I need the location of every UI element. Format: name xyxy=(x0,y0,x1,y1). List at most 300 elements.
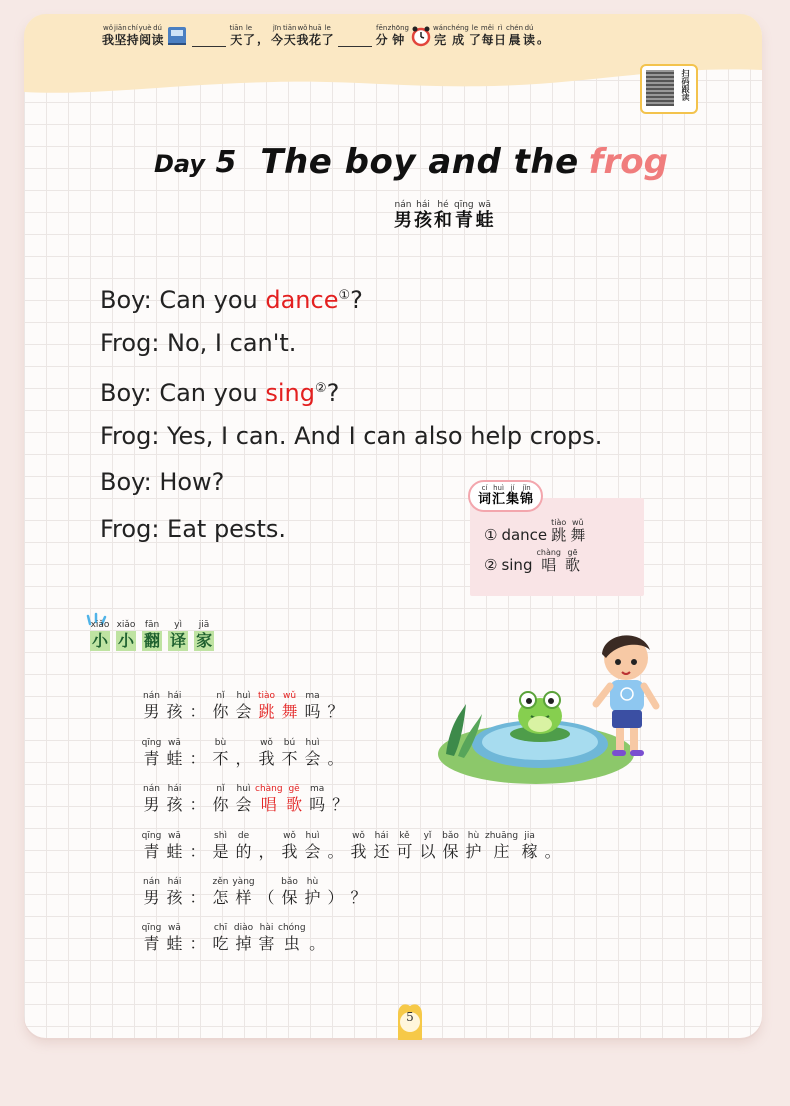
translator-title xyxy=(90,620,214,651)
pinyin: chàng xyxy=(536,548,561,557)
vocabulary-title xyxy=(468,480,543,512)
hanzi: 会 xyxy=(304,841,321,861)
hanzi: 样 xyxy=(235,887,252,907)
ruby-char xyxy=(454,200,474,231)
pinyin: nán xyxy=(143,691,160,702)
pinyin: yàng xyxy=(232,876,255,887)
ruby-char xyxy=(523,24,535,47)
hanzi: ？ xyxy=(332,795,349,815)
pinyin: bù xyxy=(214,737,227,748)
hanzi: 孩 xyxy=(166,702,183,722)
ruby-char xyxy=(194,620,214,651)
pinyin: bú xyxy=(283,737,296,748)
ruby-char xyxy=(209,737,232,769)
ruby-char xyxy=(494,24,506,47)
hanzi: 我 xyxy=(296,33,309,47)
pinyin: zěn xyxy=(212,876,229,887)
pinyin: huì xyxy=(236,784,251,795)
chinese-translation xyxy=(140,676,564,954)
ruby-char xyxy=(376,24,388,47)
ruby-char xyxy=(485,830,518,862)
hanzi: 不 xyxy=(281,748,298,768)
title-main: The boy and the xyxy=(260,142,579,182)
hanzi: 护 xyxy=(465,841,482,861)
pinyin: wā xyxy=(168,737,181,748)
hanzi: 青 xyxy=(143,748,160,768)
hanzi: ： xyxy=(189,702,206,722)
hanzi: 成 xyxy=(452,33,465,47)
hanzi: 。 xyxy=(309,934,326,954)
completed-text xyxy=(433,24,535,47)
hanzi: 了 xyxy=(321,33,334,47)
ruby-char xyxy=(140,783,163,815)
pinyin: hái xyxy=(167,876,182,887)
vocab-item xyxy=(484,518,585,544)
dialogue-note: ② xyxy=(314,381,327,397)
hanzi: 会 xyxy=(235,795,252,815)
vocabulary-box xyxy=(470,484,644,596)
ruby-char xyxy=(232,922,255,954)
hanzi: （ xyxy=(258,887,275,907)
ruby-char xyxy=(255,922,278,954)
hanzi: 还 xyxy=(373,841,390,861)
ruby-char xyxy=(278,922,306,954)
lesson-title xyxy=(154,142,668,182)
day-badge xyxy=(154,145,236,180)
pinyin: yuè xyxy=(138,24,152,32)
hanzi: 。 xyxy=(544,841,561,861)
pinyin: tiān xyxy=(229,24,243,32)
pinyin: hái xyxy=(167,784,182,795)
hanzi: 歌 xyxy=(286,795,303,815)
ruby-char xyxy=(283,24,296,47)
hanzi: 我 xyxy=(102,33,115,47)
pinyin: wā xyxy=(168,923,181,934)
ruby-char xyxy=(209,783,232,815)
pinyin: qīng xyxy=(141,830,162,841)
progress-prefix xyxy=(102,24,164,47)
hanzi: 今 xyxy=(271,33,284,47)
pinyin: hù xyxy=(306,876,319,887)
hanzi: ： xyxy=(189,934,206,954)
ruby-char xyxy=(209,922,232,954)
hanzi: 男 xyxy=(143,702,160,722)
vocab-item xyxy=(484,548,580,574)
ruby-char xyxy=(278,830,301,862)
ruby-char xyxy=(506,484,519,507)
hanzi: 以 xyxy=(419,841,436,861)
pinyin: de xyxy=(237,830,250,841)
pinyin: ma xyxy=(305,691,320,702)
ruby-char xyxy=(306,934,329,954)
translation-line xyxy=(140,769,564,815)
ruby-char xyxy=(139,24,152,47)
pinyin: nǐ xyxy=(216,784,225,795)
vocab-number: ② xyxy=(484,556,498,574)
hanzi: 小 xyxy=(118,631,135,650)
hanzi: 掉 xyxy=(235,934,252,954)
pinyin: nán xyxy=(143,784,160,795)
hanzi: ： xyxy=(189,795,206,815)
hanzi: 青 xyxy=(143,934,160,954)
hanzi: 读 xyxy=(523,33,536,47)
hanzi: 。 xyxy=(327,748,344,768)
pinyin: hái xyxy=(416,200,430,210)
hanzi: 了 xyxy=(242,33,255,47)
pinyin: dú xyxy=(524,24,534,32)
hanzi: 青 xyxy=(454,210,473,231)
hanzi: 虫 xyxy=(283,934,300,954)
period: 。 xyxy=(537,32,550,46)
hanzi: 不 xyxy=(212,748,229,768)
hanzi: 阅 xyxy=(139,33,152,47)
ruby-char xyxy=(152,24,164,47)
pinyin: huā xyxy=(308,24,322,32)
ruby-char xyxy=(163,922,186,954)
ruby-char xyxy=(186,749,209,769)
hanzi: ？ xyxy=(350,887,367,907)
hanzi: 锦 xyxy=(520,492,534,507)
ruby-char xyxy=(186,842,209,862)
ruby-char xyxy=(416,830,439,862)
ruby-char xyxy=(476,200,494,231)
pinyin: gē xyxy=(288,784,300,795)
ruby-char xyxy=(186,934,209,954)
scan-to-read-box[interactable] xyxy=(640,64,698,114)
pinyin: jiā xyxy=(198,620,210,630)
hanzi: 跳 xyxy=(551,526,567,544)
vocab-word: dance xyxy=(501,526,548,544)
hanzi: 舞 xyxy=(570,526,586,544)
pinyin: chàng xyxy=(255,784,283,795)
hanzi: 是 xyxy=(212,841,229,861)
ruby-char xyxy=(324,702,347,722)
hanzi: 集 xyxy=(506,492,520,507)
hanzi: ， xyxy=(258,841,275,861)
hanzi: 和 xyxy=(434,210,452,231)
pinyin: wǒ xyxy=(103,24,114,32)
ruby-char xyxy=(492,484,505,507)
hanzi: 译 xyxy=(170,631,187,650)
hanzi: 保 xyxy=(442,841,459,861)
ruby-char xyxy=(102,24,114,47)
ruby-char xyxy=(518,830,541,862)
ruby-char xyxy=(347,830,370,862)
ruby-char xyxy=(322,24,334,47)
ruby-char xyxy=(308,24,321,47)
pinyin: bǎo xyxy=(281,876,298,887)
hanzi: 读 xyxy=(151,33,164,47)
ruby-char xyxy=(232,690,255,722)
pinyin: ma xyxy=(309,784,325,795)
ruby-char xyxy=(209,690,232,722)
ruby-char xyxy=(255,783,283,815)
dialogue-line xyxy=(100,323,602,370)
hanzi: 蛙 xyxy=(166,748,183,768)
pinyin: zhōng xyxy=(387,24,409,32)
minutes-text xyxy=(376,24,409,47)
hanzi: 天 xyxy=(283,33,296,47)
ruby-char xyxy=(388,24,409,47)
pinyin: qīng xyxy=(141,923,162,934)
hanzi: 护 xyxy=(304,887,321,907)
ruby-char xyxy=(163,783,186,815)
dialogue-pre: Boy: Can you xyxy=(100,379,266,408)
pinyin: zhuāng xyxy=(485,830,519,841)
ruby-char xyxy=(232,783,255,815)
hanzi: 日 xyxy=(493,33,506,47)
pinyin: wǒ xyxy=(283,830,296,841)
hanzi: 晨 xyxy=(508,33,521,47)
chinese-subtitle xyxy=(394,200,494,231)
hanzi: 每 xyxy=(481,33,494,47)
pinyin: huì xyxy=(305,737,320,748)
hanzi: 歌 xyxy=(565,556,581,574)
pinyin: chī xyxy=(213,923,228,934)
hanzi: 可 xyxy=(396,841,413,861)
pinyin: wā xyxy=(168,830,181,841)
hanzi: 我 xyxy=(350,841,367,861)
days-suffix xyxy=(230,24,255,47)
pinyin: hé xyxy=(437,200,449,210)
ruby-char xyxy=(278,876,301,908)
dialogue-pre: Boy: How? xyxy=(100,468,225,497)
dialogue-pre: Frog: Yes, I can. And I can also help crops. xyxy=(100,421,603,450)
hanzi: 坚 xyxy=(114,33,127,47)
ruby-char xyxy=(163,876,186,908)
ruby-char xyxy=(230,24,243,47)
hanzi: 汇 xyxy=(492,492,506,507)
hanzi: 我 xyxy=(258,748,275,768)
ruby-char xyxy=(232,876,255,908)
hanzi: 会 xyxy=(235,702,252,722)
translation-line xyxy=(140,908,564,954)
today-text xyxy=(271,24,334,47)
ruby-char xyxy=(370,830,393,862)
pinyin: jǐn xyxy=(522,484,531,492)
ruby-char xyxy=(570,518,585,544)
pinyin: nán xyxy=(394,200,412,210)
day-word: Day xyxy=(154,149,206,178)
hanzi: 蛙 xyxy=(166,841,183,861)
hanzi: 舞 xyxy=(281,702,298,722)
pinyin: tiān xyxy=(283,24,297,32)
hanzi: 唱 xyxy=(260,795,277,815)
hanzi: ： xyxy=(189,841,206,861)
ruby-char xyxy=(347,888,370,908)
ruby-char xyxy=(306,783,329,815)
pinyin: xiǎo xyxy=(116,620,136,630)
hanzi: 天 xyxy=(230,33,243,47)
pinyin: nǐ xyxy=(216,691,225,702)
pinyin: jiān xyxy=(114,24,127,32)
dialogue-line xyxy=(100,369,602,416)
hanzi: ） xyxy=(327,887,344,907)
hanzi: 稼 xyxy=(521,841,538,861)
day-number: 5 xyxy=(215,144,237,180)
hanzi: 怎 xyxy=(212,887,229,907)
pinyin: chóng xyxy=(278,923,306,934)
vocab-number: ① xyxy=(484,526,498,544)
ruby-char xyxy=(278,737,301,769)
ruby-char xyxy=(114,24,127,47)
ruby-char xyxy=(414,200,432,231)
hanzi: 男 xyxy=(143,795,160,815)
dialogue-post: ? xyxy=(326,379,340,408)
hanzi: 你 xyxy=(212,702,229,722)
ruby-char xyxy=(394,200,412,231)
pinyin: shì xyxy=(214,830,227,841)
ruby-char xyxy=(186,888,209,908)
hanzi: 完 xyxy=(434,33,447,47)
ruby-char xyxy=(142,620,162,651)
hanzi: 吗 xyxy=(309,795,326,815)
hanzi: 小 xyxy=(92,631,109,650)
dialogue-pre: Frog: No, I can't. xyxy=(100,328,297,357)
ruby-char xyxy=(140,737,163,769)
pinyin: rì xyxy=(497,24,503,32)
workbook-page xyxy=(24,14,762,1038)
pinyin: wán xyxy=(432,24,448,32)
translation-line xyxy=(140,676,564,722)
hanzi: 男 xyxy=(143,887,160,907)
hanzi: 吗 xyxy=(304,702,321,722)
ruby-char xyxy=(565,548,580,574)
ruby-char xyxy=(232,749,255,769)
ruby-char xyxy=(255,842,278,862)
pinyin: tiào xyxy=(257,691,276,702)
ruby-char xyxy=(541,842,564,862)
ruby-char xyxy=(324,842,347,862)
hanzi: 花 xyxy=(309,33,322,47)
pinyin: měi xyxy=(480,24,494,32)
hanzi: 保 xyxy=(281,887,298,907)
qr-code-icon[interactable] xyxy=(646,70,674,106)
pinyin: hù xyxy=(467,830,480,841)
ruby-char xyxy=(447,24,468,47)
hanzi: 孩 xyxy=(166,795,183,815)
pinyin: wǒ xyxy=(352,830,365,841)
ruby-char xyxy=(439,830,462,862)
dialogue-post: ? xyxy=(350,286,363,314)
hanzi: ， xyxy=(235,748,252,768)
ruby-char xyxy=(127,24,139,47)
ruby-char xyxy=(140,830,163,862)
ruby-char xyxy=(469,24,481,47)
ruby-char xyxy=(393,830,416,862)
pinyin: wā xyxy=(478,200,492,210)
pinyin: fān xyxy=(144,620,160,630)
hanzi: 跳 xyxy=(258,702,275,722)
translation-line xyxy=(140,815,564,861)
hanzi: 害 xyxy=(258,934,275,954)
pinyin: huì xyxy=(305,830,320,841)
alarm-clock-icon xyxy=(411,25,431,47)
pinyin: jīn xyxy=(272,24,282,32)
pinyin: tiào xyxy=(551,518,567,527)
pinyin: le xyxy=(471,24,479,32)
hanzi: 会 xyxy=(304,748,321,768)
pinyin: fēn xyxy=(376,24,388,32)
ruby-char xyxy=(324,749,347,769)
vocab-word: sing xyxy=(501,556,533,574)
hanzi: 持 xyxy=(126,33,139,47)
pinyin: yì xyxy=(174,620,182,630)
ruby-char xyxy=(536,548,561,574)
pinyin: gē xyxy=(567,548,578,557)
pinyin: wǔ xyxy=(282,691,297,702)
ruby-char xyxy=(301,876,324,908)
pinyin: xiǎo xyxy=(90,620,110,630)
ruby-char xyxy=(209,876,232,908)
pinyin: nán xyxy=(143,876,160,887)
hanzi: ： xyxy=(189,748,206,768)
minutes-blank[interactable] xyxy=(338,34,372,47)
pinyin: yǐ xyxy=(423,830,432,841)
ruby-char xyxy=(506,24,523,47)
pinyin: le xyxy=(245,24,253,32)
pinyin: jia xyxy=(524,830,535,841)
ruby-char xyxy=(551,518,566,544)
pinyin: huì xyxy=(236,691,251,702)
hanzi: 青 xyxy=(143,841,160,861)
pinyin: hái xyxy=(374,830,389,841)
hanzi: 翻 xyxy=(144,631,161,650)
ruby-char xyxy=(283,783,306,815)
hanzi: 孩 xyxy=(414,210,432,231)
ruby-char xyxy=(478,484,491,507)
ruby-char xyxy=(140,690,163,722)
title-accent: frog xyxy=(588,142,668,182)
ruby-char xyxy=(296,24,308,47)
ruby-char xyxy=(462,830,485,862)
ruby-char xyxy=(433,24,447,47)
pinyin: bǎo xyxy=(442,830,459,841)
dialogue-line xyxy=(100,276,602,323)
hanzi: 我 xyxy=(281,841,298,861)
pinyin: chéng xyxy=(447,24,469,32)
pinyin: huì xyxy=(493,484,504,492)
page-number xyxy=(394,1000,426,1040)
ruby-char xyxy=(163,737,186,769)
ruby-char xyxy=(209,830,232,862)
hanzi: ？ xyxy=(327,702,344,722)
pinyin: qīng xyxy=(141,737,162,748)
days-blank[interactable] xyxy=(192,34,226,47)
ruby-char xyxy=(163,690,186,722)
ruby-char xyxy=(324,888,347,908)
comma: ， xyxy=(257,32,270,46)
ruby-char xyxy=(278,690,301,722)
pinyin: qīng xyxy=(454,200,474,210)
translation-line xyxy=(140,722,564,768)
page-number-text: 5 xyxy=(406,1010,414,1024)
dialogue-pre: Frog: Eat pests. xyxy=(100,514,286,543)
hanzi: 吃 xyxy=(212,934,229,954)
ruby-char xyxy=(116,620,136,651)
qr-label: 扫码跟读 xyxy=(681,69,690,101)
pinyin: le xyxy=(324,24,331,32)
translation-line xyxy=(140,862,564,908)
hanzi: 家 xyxy=(196,631,213,650)
ruby-char xyxy=(520,484,533,507)
dialogue-hl: sing xyxy=(265,379,315,408)
ruby-char xyxy=(168,620,188,651)
ruby-char xyxy=(255,690,278,722)
ruby-char xyxy=(243,24,255,47)
dialogue-line xyxy=(100,416,602,463)
pinyin: jí xyxy=(510,484,515,492)
